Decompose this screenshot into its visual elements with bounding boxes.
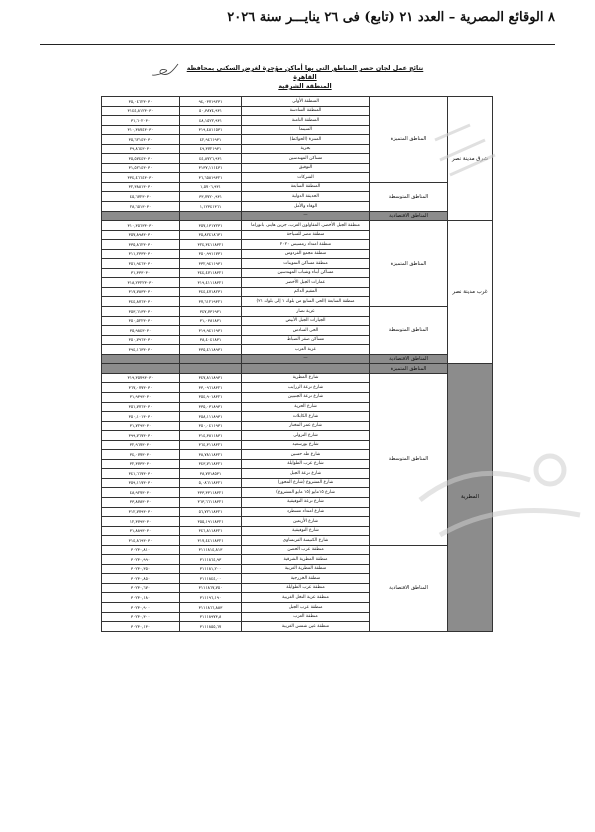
value1-cell: ٤٩,٣٧٢١٩٣١ [180, 144, 242, 154]
area-name-cell: مساكن المهندسين [242, 154, 370, 164]
table-row [102, 221, 493, 231]
value1-cell: ٣٦,٦٥٨١٩٣٢١ [180, 173, 242, 183]
value1-cell: ٤٨,١٥٢٢,٩٣١ [180, 116, 242, 126]
area-name-cell: شارع الترولى [242, 431, 370, 441]
value2-cell: ٣٥١,٩٤٦٣٠٣٠ [102, 259, 180, 269]
value1-cell: ٣١١١٨٩٧٣,٨ [180, 612, 242, 622]
area-name-cell: التوفيق [242, 163, 370, 173]
district-cell: المطرية [448, 364, 493, 631]
classification-cell: المناطق الاقتصادية [370, 545, 448, 631]
value1-cell: ٣٥٠,٠٤١١٩٣١ [180, 421, 242, 431]
value1-cell [180, 211, 242, 221]
area-name-cell: منطقة العزب [242, 612, 370, 622]
value1-cell: ٣١٩,٤٨١١٥٣١ [180, 125, 242, 135]
value2-cell: ٣١٢,٧٧٩٣٠٣٠ [102, 507, 180, 517]
area-name-cell: منطقة الجبل الأخضر، المقاولون العرب، جرين هايتز، بانوراما [242, 221, 370, 231]
value2-cell: ٣١٤٤,٨١٢٣٠٣٠ [102, 106, 180, 116]
area-name-cell: شارع الحرية [242, 402, 370, 412]
value2-cell: ٣٠٢٣٠,١٣٠ [102, 622, 180, 632]
value2-cell: ٣١,٩٣٩٣٠٣٠ [102, 392, 180, 402]
table-row [102, 373, 493, 383]
value1-cell: ٣١٣٧,١١١٤٣١ [180, 163, 242, 173]
value1-cell: ٩٤,٠٣٧١٩٢٣١ [180, 97, 242, 107]
value2-cell: ٣٠٢٣٠,٣٥٠ [102, 564, 180, 574]
value2-cell: ٣٤٤,٨٧٦٣٠٣٠ [102, 297, 180, 307]
value2-cell: ٣٥,٠٤٦٢٣٠٣٠ [102, 97, 180, 107]
value1-cell: ٥٠,٣٨٧٤,٩٣١ [180, 106, 242, 116]
value2-cell: ٣١٤,٨٦٩٣٠٣٠ [102, 536, 180, 546]
value1-cell: ٣٣٣,٣٣١١٨٣٢١ [180, 488, 242, 498]
value2-cell: ٣٥٠,٥٢٢٣٠٣٠ [102, 316, 180, 326]
value1-cell: ٣٣٥,٤١١٨٩٣١ [180, 345, 242, 355]
value2-cell: ٣٠٢٣٠,١٨٠ [102, 593, 180, 603]
value1-cell: ٣١٩,٩٤١١٩٣١ [180, 326, 242, 336]
value1-cell: ٣٣٥,٠٣١٨٩٣١ [180, 402, 242, 412]
value2-cell: ٣٠٢٣٠,٨٥٠ [102, 574, 180, 584]
value1-cell: ٣٥٠,٩٩١١٧٣١ [180, 249, 242, 259]
classification-cell: المناطق المتوسطة [370, 182, 448, 211]
value1-cell: ٣٥٨,١١١٨٩٣١ [180, 412, 242, 422]
survey-results-table [101, 96, 493, 632]
area-name-cell: منطقة مساكن التموينات [242, 259, 370, 269]
area-name-cell: المنتزة (الحوائط) [242, 135, 370, 145]
classification-cell: المناطق الاقتصادية [370, 354, 448, 364]
value1-cell: ٣١٩,٤١١١٨٣٢١ [180, 278, 242, 288]
area-name-cell: منطقة عرب الجبل [242, 602, 370, 612]
table-row [102, 307, 493, 317]
table-row [102, 97, 493, 107]
area-name-cell: منطقة السابعة (الحى السابع من بلوك ١ إلى بلوك ٢١) [242, 297, 370, 307]
value1-cell: ٣٦٣,٦٦١١٨٣٢١ [180, 497, 242, 507]
area-name-cell: منطقة عرب الطوايلة [242, 583, 370, 593]
area-name-cell: منطقة مجمع الفردوس [242, 249, 370, 259]
value2-cell: ٢٨,٦٥١٣٠٣٠ [102, 202, 180, 212]
value1-cell [180, 354, 242, 364]
value2-cell: ٣٥١,٧٧٦٣٠٣٠ [102, 402, 180, 412]
value2-cell: ٣١٧,٧٨٣٣٠٣٠ [102, 287, 180, 297]
value2-cell: ٣٣٥,٨٦٢٣٠٣٠ [102, 240, 180, 250]
area-name-cell: شارع الكنيسة الفرنساوى [242, 536, 370, 546]
area-name-cell: منطقة الخزرجية [242, 574, 370, 584]
value2-cell: ٣٠٢٣٠,٩٠٠ [102, 602, 180, 612]
value1-cell: ٣٤٤,٤٧١١٨٣٢١ [180, 268, 242, 278]
classification-cell: المناطق المتميزة [370, 221, 448, 307]
value1-cell: ٣٧,٦١٢١٩٣٢١ [180, 297, 242, 307]
area-name-cell: المنطقة السادسة [242, 106, 370, 116]
value2-cell: ٣٣٤,٤٦٦٤٣٠٣٠ [102, 173, 180, 183]
value1-cell: ٣١١١٨٤٤,٠٠ [180, 574, 242, 584]
value1-cell: ٣١,٠٣٨١٨٣١ [180, 316, 242, 326]
table-row [102, 354, 493, 364]
value1-cell: ٣٥٤,٩٠١٨٣٢١ [180, 392, 242, 402]
area-name-cell: شارع ترعة الزرايب [242, 383, 370, 393]
area-name-cell: — [242, 354, 370, 364]
area-name-cell: شارع ١٥مايو (١٥ مايو المشروع) [242, 488, 370, 498]
value2-cell: ٣٥٧,٨٩٨٣٠٣٠ [102, 230, 180, 240]
area-name-cell: شارع المشروع (شارع المحور) [242, 478, 370, 488]
area-name-cell: شارع ترعة الجنبيين [242, 392, 370, 402]
value1-cell: ٣١١١٨٥٥,٦٧ [180, 622, 242, 632]
area-name-cell: مساكن أبناء وشباب المهندسين [242, 268, 370, 278]
area-name-cell: عمارات الجبل الأخضر [242, 278, 370, 288]
area-name-cell: المقيم الدائم [242, 287, 370, 297]
value2-cell: ٣٣,٨٧٨٣٠٣٠ [102, 497, 180, 507]
area-name-cell: الوفاء والأمل [242, 202, 370, 212]
value1-cell: ٣١١١٨١,٢٠٠ [180, 564, 242, 574]
page-header: ٨ الوقائع المصرية – العدد ٢١ (تابع) فى ٢٦ ينايـــر سنة ٢٠٢٦ [227, 10, 555, 25]
value2-cell: ٣٥,٩٨٤٣٠٣٠ [102, 326, 180, 336]
value1-cell: ٣١١١٩٦,١٩٠ [180, 593, 242, 603]
value1-cell: ٣٨,٧٨١١٨٣٢١ [180, 450, 242, 460]
signature-mark [148, 62, 188, 78]
value1-cell: ١,١٢٣٤١٣٦١ [180, 202, 242, 212]
value1-cell: ٣١١١٨٦٧,٧٥٠ [180, 583, 242, 593]
value2-cell: ٣٤,٠٧٧٣٠٣٠ [102, 450, 180, 460]
value2-cell [102, 364, 180, 374]
value2-cell: ٣١٩,٣٥٧٩٣٠٣٠ [102, 373, 180, 383]
value1-cell: ٣٨,٤٠٤١٨٣١ [180, 335, 242, 345]
value1-cell: ٣٥٥,١٩١١٨٣٢١ [180, 517, 242, 527]
area-name-cell: السينما [242, 125, 370, 135]
table-title [185, 64, 425, 91]
value2-cell: ٣٥٠,١٠١٣٠٣٠ [102, 412, 180, 422]
area-name-cell: المنطقة الأولى [242, 97, 370, 107]
value1-cell: ١,٥٧٠٦,٩٣١ [180, 182, 242, 192]
area-name-cell: منطقة عزبة النخل الغربية [242, 593, 370, 603]
classification-cell: المناطق الاقتصادية [370, 211, 448, 221]
value1-cell: ٣٢٤,٣٤١١٨٣٢١ [180, 240, 242, 250]
value1-cell: ٣٨,٧٧١٨٥٣١ [180, 469, 242, 479]
area-name-cell: شارع امتداد مسطرد [242, 507, 370, 517]
value1-cell: ٣٣,٧٧٢٠,٩٣١ [180, 192, 242, 202]
value2-cell: ١٢,٣٧٩٣٠٣٠ [102, 517, 180, 527]
area-name-cell: منطقة المطرية الغربية [242, 564, 370, 574]
table-row [102, 211, 493, 221]
area-name-cell: شارع ترعة الجبل [242, 469, 370, 479]
area-name-cell: منطقة المطرية الشرقية [242, 555, 370, 565]
area-name-cell: مساكن صقر الضباط [242, 335, 370, 345]
value2-cell: ٣٩٤,١٦٣٣٠٣٠ [102, 345, 180, 355]
classification-cell: المناطق المتوسطة [370, 307, 448, 355]
district-cell: غرب مدينة نصر [448, 221, 493, 364]
area-name-cell: منطقة امتداد رمسيس ٢٠٢٠ [242, 240, 370, 250]
value1-cell: ٣٤٧,٧٣١٩٣١ [180, 307, 242, 317]
table-row [102, 182, 493, 192]
area-name-cell: الحديقة الدولية [242, 192, 370, 202]
header-divider [40, 44, 555, 45]
value1-cell: ٤٤,٨٧٢٦,٩٣١ [180, 154, 242, 164]
area-name-cell: شارع التوفيقية [242, 526, 370, 536]
area-name-cell: المنطقة السابعة [242, 182, 370, 192]
table-title-line1: نتائج عمل لجان حصر المناطق التى بها أماكن مؤجرة لغرض السكنى بمحافظة القاهرة [186, 65, 424, 81]
value1-cell: ٣٤٦,٨١١٨٣٢١ [180, 526, 242, 536]
value2-cell [102, 354, 180, 364]
value1-cell: ٣٣٢,٩٤١١٩٣١ [180, 259, 242, 269]
value2-cell: ٤٥,٦٧٢٣٠٣٠ [102, 192, 180, 202]
value2-cell: ٣٦٧,٠٧٧٣٠٣٠ [102, 383, 180, 393]
area-name-cell: عزبة العرب [242, 345, 370, 355]
value1-cell: ٣١١١٨١٤,٨١٣ [180, 545, 242, 555]
area-name-cell: المنطقة الثامنة [242, 116, 370, 126]
value2-cell: ٣٩,٨٦٤٣٠٣٠ [102, 144, 180, 154]
value2-cell: ٣٢,٣٧٣٣٠٣٠ [102, 459, 180, 469]
table-title-line2: المنطقة الشرقية [278, 83, 332, 90]
value1-cell: ٣٦٤,٣١١٨٣٢١ [180, 440, 242, 450]
value2-cell: ٣١٠,٣٥٦٣٣٠٣٠ [102, 221, 180, 231]
area-name-cell: — [242, 211, 370, 221]
value1-cell: ٣٥,٨٢٤١٨٦٣١ [180, 230, 242, 240]
value2-cell: ٣٠٢٣٠,٦٧٠ [102, 583, 180, 593]
value1-cell: ٥٦,٧٢١١٨٣٢١ [180, 507, 242, 517]
area-name-cell: بحرية [242, 144, 370, 154]
value2-cell: ٣٥٣,٦١٣٣٠٣٠ [102, 307, 180, 317]
value2-cell: ٣١٠,٣٨٧٤٣٠٣٠ [102, 125, 180, 135]
value2-cell: ٣٠٢٣٠,٨١٠ [102, 545, 180, 555]
value2-cell: ٣٠٢٣٠,٣٠٠ [102, 612, 180, 622]
area-name-cell: شارع المطرية [242, 373, 370, 383]
value2-cell: ٣١١,٢٣٣٣٠٣٠ [102, 249, 180, 259]
table-row [102, 545, 493, 555]
value2-cell: ٣٥,٦٢١٤٣٠٣٠ [102, 135, 180, 145]
value2-cell: ٣٥,٥٧٤٤٣٠٣٠ [102, 154, 180, 164]
area-name-cell: شارع الكابلات [242, 412, 370, 422]
area-name-cell: شارع بورسعيد [242, 440, 370, 450]
classification-cell: المناطق المتوسطة [370, 373, 448, 545]
value2-cell: ٣٢,٣٨٨١٣٠٣٠ [102, 182, 180, 192]
value1-cell: ٤٢,٩٤٦١٩٣١ [180, 135, 242, 145]
area-name-cell: الحى السادس [242, 326, 370, 336]
value2-cell: ٤٨,٩٢٧٣٠٣٠ [102, 488, 180, 498]
value2-cell: ٣٤١,٦٦٧٣٠٣٠ [102, 469, 180, 479]
area-name-cell: عزبة نصار [242, 307, 370, 317]
value2-cell: ٣١,٨٨٩٣٠٣٠ [102, 526, 180, 536]
area-name-cell: شارع عمر المختار [242, 421, 370, 431]
value2-cell: ٣١,٣٣٣٠٣٠ [102, 268, 180, 278]
value1-cell: ٣١١١٨٦٤,٩٣ [180, 555, 242, 565]
area-name-cell: شارع ترعة التوفيقية [242, 497, 370, 507]
area-name-cell: الشركات [242, 173, 370, 183]
value1-cell: ٣٤٧,٨١١٨٩٣١ [180, 373, 242, 383]
value1-cell: ٣٥٧,١٣١٧٢٣١ [180, 221, 242, 231]
area-name-cell: الجيارات الجبل الأبيض [242, 316, 370, 326]
value2-cell: ٣١٨,٢٣٢٢٣٠٣٠ [102, 278, 180, 288]
table-row [102, 364, 493, 374]
value2-cell: ٣٥٠,٧٩٦٣٠٣٠ [102, 335, 180, 345]
area-name-cell: شارع عرب الطوايلة [242, 459, 370, 469]
area-name-cell: منطقة عين شمس الغربية [242, 622, 370, 632]
value1-cell: ٥,٠٨٦١١٨٣٢١ [180, 478, 242, 488]
value2-cell: ٣١,٥٢١٤٣٠٣٠ [102, 163, 180, 173]
value1-cell: ٣٤٣,٧١١٨٣٢١ [180, 459, 242, 469]
area-name-cell: شارع طه حسين [242, 450, 370, 460]
area-name-cell: منطقة عرب الحصن [242, 545, 370, 555]
value2-cell: ٣١,٧٢٩٣٠٣٠ [102, 421, 180, 431]
classification-cell: المناطق المتميزة [370, 97, 448, 183]
area-name-cell: شارع الأربعين [242, 517, 370, 527]
value2-cell: ٣٢,٩٦٧٣٠٣٠ [102, 440, 180, 450]
value2-cell: ٣٠٢٣٠,٩٩٠ [102, 555, 180, 565]
area-name-cell [242, 364, 370, 374]
value1-cell: ٣٤٤,٤٧١٨٢٣١ [180, 287, 242, 297]
value2-cell [102, 211, 180, 221]
value2-cell: ٣٩٩,٧٦٧٣٠٣٠ [102, 431, 180, 441]
value1-cell: ٣١٤,٣٨١١٨٣١ [180, 431, 242, 441]
value1-cell [180, 364, 242, 374]
value1-cell: ٣٣,٠٩٦١٨٣٢١ [180, 383, 242, 393]
value2-cell: ٣١,٦٠٢٠٣٠ [102, 116, 180, 126]
district-cell: شرق مدينة نصر [448, 97, 493, 221]
value2-cell: ٣٥٩,١١٧٣٠٣٠ [102, 478, 180, 488]
value1-cell: ٣١٧,٤٤١١٨٣٢١ [180, 536, 242, 546]
area-name-cell: منطقة مصر للسياحة [242, 230, 370, 240]
classification-cell: المناطق المتميزة [370, 364, 448, 374]
value1-cell: ٣١١١٨٦٦,٨٨٣ [180, 602, 242, 612]
